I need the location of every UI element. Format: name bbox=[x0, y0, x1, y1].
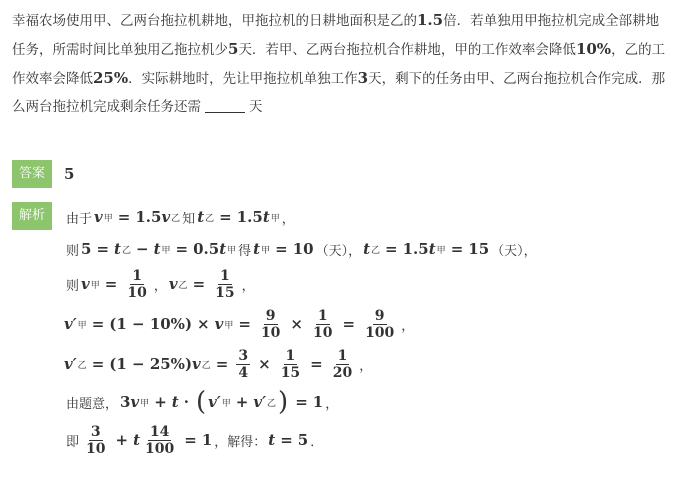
question-part-5: ．实际耕地时，先让甲拖拉机单独工作 bbox=[128, 71, 358, 87]
question-part-6: 天，剩下的任务由甲、乙两台拖拉机合作完成．那么两台拖拉机完成剩余任务还需 bbox=[12, 71, 666, 115]
question-part-4: ，乙的工作效率会降低 bbox=[12, 42, 666, 87]
question-part-2: 倍．若单独用甲拖拉机完成全部耕地任务，所需时间比单独用乙拖拉机少 bbox=[12, 13, 660, 58]
question-part-7: 天 bbox=[249, 99, 263, 115]
answer-blank bbox=[205, 98, 245, 113]
solution-line-2: 则 5 = t 乙 − t 甲 = 0.5 t 甲 得 t 甲 = 10 （天）， t 乙 = 1.5 t 甲 = 15 （天）， bbox=[66, 240, 537, 259]
solution-line-4: v′ 甲 = (1 − 10%) × v 甲 = $\frac{9}{10}$ × $\frac{1}{10}$ = $\frac{9}{100}$ ， bbox=[64, 307, 415, 341]
question-part-1: 幸福农场使用甲、乙两台拖拉机耕地，甲拖拉机的日耕地面积是乙的 bbox=[12, 13, 417, 29]
solution-line-5: v′ 乙 = (1 − 25%) v 乙 = $\frac{3}{4}$ × $\frac{1}{15}$ = $\frac{1}{20}$ ， bbox=[64, 347, 373, 381]
question-text bbox=[12, 6, 667, 121]
solution-line-7: 即 $\frac{3}{10}$ + t $\frac{14}{100}$ = 1 ，解得： t = 5 ． bbox=[66, 423, 324, 457]
pct-a-value: 10% bbox=[575, 40, 612, 58]
question-part-3: 天．若甲、乙两台拖拉机合作耕地，甲的工作效率会降低 bbox=[238, 42, 576, 58]
analysis-tag: 解析 bbox=[12, 202, 52, 230]
solution-line-1: 由于 v 甲 = 1.5 v 乙 知 t 乙 = 1.5 t 甲 ， bbox=[66, 208, 295, 227]
ratio-value: 1.5 bbox=[417, 11, 444, 29]
days-value: 5 bbox=[228, 40, 239, 58]
solution-line-3: 则 v 甲 = $\frac{1}{10}$ ， v 乙 = $\frac{1}{15}$ ， bbox=[66, 267, 255, 301]
answer-tag: 答案 bbox=[12, 160, 52, 188]
pct-b-value: 25% bbox=[93, 69, 129, 87]
solution-line-6: 由题意， 3 v 甲 + t · ( v′ 甲 + v′ 乙 ) = 1 ， bbox=[66, 387, 339, 417]
answer-value: 5 bbox=[64, 165, 75, 183]
solo-days-value: 3 bbox=[357, 69, 369, 87]
